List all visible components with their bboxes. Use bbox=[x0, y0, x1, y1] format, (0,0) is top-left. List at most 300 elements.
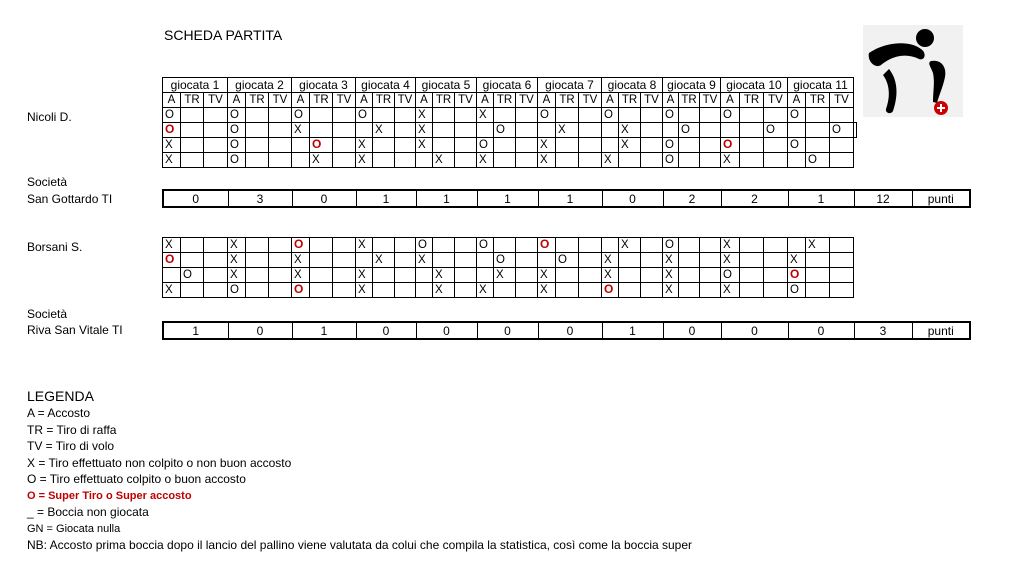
shot-cell bbox=[246, 238, 269, 253]
shot-cell bbox=[641, 253, 663, 268]
legend-blank-item: _ = Boccia non giocata bbox=[27, 505, 149, 519]
shot-cell bbox=[641, 138, 663, 153]
shot-cell bbox=[764, 268, 788, 283]
shot-type-header: TR bbox=[740, 93, 764, 108]
shot-cell bbox=[700, 238, 721, 253]
shot-cell bbox=[788, 253, 806, 268]
shot-cell bbox=[602, 238, 619, 253]
miss-mark: X bbox=[665, 268, 673, 281]
shot-type-header: A bbox=[721, 93, 740, 108]
boccia-row bbox=[163, 123, 857, 138]
miss-mark: X bbox=[358, 238, 366, 251]
shot-cell bbox=[292, 138, 310, 153]
miss-mark: X bbox=[165, 238, 173, 251]
shot-cell bbox=[163, 123, 181, 138]
shot-cell bbox=[788, 138, 806, 153]
hit-mark: O bbox=[496, 123, 505, 136]
shot-cell bbox=[764, 238, 788, 253]
hit-mark: O bbox=[479, 138, 488, 151]
shot-cell bbox=[663, 238, 679, 253]
hit-mark: O bbox=[723, 268, 732, 281]
shot-cell bbox=[292, 283, 310, 298]
shot-cell bbox=[740, 108, 764, 123]
shot-cell bbox=[602, 153, 619, 168]
miss-mark: X bbox=[665, 253, 673, 266]
shot-cell bbox=[292, 153, 310, 168]
shot-cell bbox=[700, 138, 721, 153]
shot-type-header: TR bbox=[181, 93, 204, 108]
shot-cell bbox=[292, 123, 310, 138]
miss-mark: X bbox=[165, 283, 173, 296]
miss-mark: X bbox=[418, 138, 426, 151]
shot-type-header: TV bbox=[333, 93, 356, 108]
shot-cell bbox=[641, 123, 663, 138]
shot-cell bbox=[246, 138, 269, 153]
shot-cell bbox=[663, 268, 679, 283]
society-name-1: San Gottardo TI bbox=[27, 192, 113, 206]
shot-type-header: A bbox=[663, 93, 679, 108]
shot-cell bbox=[246, 123, 269, 138]
shot-cell bbox=[455, 253, 477, 268]
shot-cell bbox=[181, 238, 204, 253]
shot-cell bbox=[679, 283, 700, 298]
shot-cell bbox=[700, 268, 721, 283]
shot-cell bbox=[700, 283, 721, 298]
player-name-2: Borsani S. bbox=[27, 240, 83, 254]
shot-cell bbox=[204, 138, 228, 153]
shot-cell bbox=[433, 108, 455, 123]
shot-cell bbox=[494, 138, 516, 153]
shot-cell bbox=[433, 283, 455, 298]
shot-cell bbox=[455, 238, 477, 253]
shot-cell bbox=[416, 253, 433, 268]
shot-cell bbox=[806, 123, 830, 138]
hit-mark: O bbox=[665, 108, 674, 121]
shot-cell bbox=[416, 138, 433, 153]
shot-cell bbox=[830, 108, 854, 123]
shot-cell bbox=[356, 268, 373, 283]
shot-type-header: TR bbox=[433, 93, 455, 108]
shot-cell bbox=[788, 123, 806, 138]
shot-cell bbox=[494, 268, 516, 283]
shot-cell bbox=[516, 268, 538, 283]
shot-type-header: A bbox=[788, 93, 806, 108]
miss-mark: X bbox=[435, 268, 443, 281]
shot-cell bbox=[269, 283, 292, 298]
miss-mark: X bbox=[435, 283, 443, 296]
shot-cell bbox=[269, 138, 292, 153]
shot-cell bbox=[579, 108, 602, 123]
super-mark: O bbox=[790, 267, 800, 281]
player-name-1: Nicoli D. bbox=[27, 110, 72, 124]
shot-cell bbox=[310, 253, 333, 268]
shot-cell bbox=[356, 153, 373, 168]
shot-cell bbox=[356, 283, 373, 298]
shot-cell bbox=[663, 153, 679, 168]
shot-cell bbox=[373, 138, 395, 153]
shot-cell bbox=[854, 123, 857, 138]
shot-cell bbox=[310, 153, 333, 168]
hit-mark: O bbox=[681, 123, 690, 136]
shot-cell bbox=[269, 153, 292, 168]
shot-cell bbox=[806, 253, 830, 268]
shot-cell bbox=[556, 123, 579, 138]
miss-mark: X bbox=[540, 283, 548, 296]
miss-mark: X bbox=[604, 268, 612, 281]
giocata-score-cell: 1 bbox=[477, 190, 538, 207]
shot-cell bbox=[416, 123, 433, 138]
shot-type-header: TV bbox=[455, 93, 477, 108]
shot-cell bbox=[788, 238, 806, 253]
shot-cell bbox=[679, 123, 700, 138]
shot-cell bbox=[433, 253, 455, 268]
shot-cell bbox=[494, 108, 516, 123]
shot-cell bbox=[333, 268, 356, 283]
points-label: punti bbox=[912, 190, 970, 207]
shot-cell bbox=[700, 253, 721, 268]
shot-cell bbox=[373, 153, 395, 168]
shot-cell bbox=[269, 268, 292, 283]
shot-cell bbox=[477, 123, 494, 138]
shot-cell bbox=[830, 238, 854, 253]
super-mark: O bbox=[294, 282, 304, 296]
hit-mark: O bbox=[832, 123, 841, 136]
super-mark: O bbox=[165, 122, 175, 136]
shot-cell bbox=[764, 138, 788, 153]
giocata-score-cell: 1 bbox=[163, 322, 228, 339]
page-title: SCHEDA PARTITA bbox=[164, 27, 283, 43]
shot-cell bbox=[246, 253, 269, 268]
shot-cell bbox=[433, 138, 455, 153]
shot-cell bbox=[602, 268, 619, 283]
shot-cell bbox=[204, 123, 228, 138]
shot-cell bbox=[721, 153, 740, 168]
giocata-score-cell: 0 bbox=[538, 322, 602, 339]
shot-cell bbox=[788, 108, 806, 123]
shot-type-header: TR bbox=[806, 93, 830, 108]
miss-mark: X bbox=[358, 268, 366, 281]
shot-cell bbox=[204, 238, 228, 253]
hit-mark: O bbox=[665, 238, 674, 251]
giocata-score-cell: 0 bbox=[663, 322, 721, 339]
shot-cell bbox=[516, 108, 538, 123]
total-score-cell: 3 bbox=[854, 322, 912, 339]
shot-type-header: TV bbox=[579, 93, 602, 108]
shot-type-header: TV bbox=[764, 93, 788, 108]
shot-cell bbox=[516, 123, 538, 138]
shot-cell bbox=[516, 238, 538, 253]
shot-cell bbox=[333, 108, 356, 123]
hit-mark: O bbox=[790, 138, 799, 151]
shot-cell bbox=[356, 238, 373, 253]
shot-type-header: TV bbox=[204, 93, 228, 108]
shot-cell bbox=[204, 153, 228, 168]
giocata-score-cell: 1 bbox=[788, 190, 854, 207]
shot-cell bbox=[679, 138, 700, 153]
points-label: punti bbox=[912, 322, 970, 339]
shot-cell bbox=[806, 153, 830, 168]
shot-cell bbox=[163, 283, 181, 298]
shot-cell bbox=[663, 253, 679, 268]
shot-cell bbox=[806, 283, 830, 298]
miss-mark: X bbox=[230, 268, 238, 281]
shot-cell bbox=[228, 108, 246, 123]
shot-cell bbox=[556, 283, 579, 298]
giocata-score-cell: 0 bbox=[721, 322, 788, 339]
super-mark: O bbox=[312, 137, 322, 151]
shot-cell bbox=[181, 253, 204, 268]
shot-cell bbox=[579, 123, 602, 138]
giocata-score-cell: 0 bbox=[228, 322, 292, 339]
shot-cell bbox=[740, 253, 764, 268]
shot-cell bbox=[228, 253, 246, 268]
shot-cell bbox=[679, 108, 700, 123]
shot-cell bbox=[806, 268, 830, 283]
shot-type-header: A bbox=[416, 93, 433, 108]
legend bbox=[27, 388, 692, 554]
shot-cell bbox=[333, 138, 356, 153]
miss-mark: X bbox=[723, 238, 731, 251]
shot-cell bbox=[228, 138, 246, 153]
shot-cell bbox=[830, 153, 854, 168]
shot-cell bbox=[788, 283, 806, 298]
shot-cell bbox=[373, 123, 395, 138]
shot-cell bbox=[292, 238, 310, 253]
hit-mark: O bbox=[496, 253, 505, 266]
legend-gn-item: GN = Giocata nulla bbox=[27, 522, 121, 535]
shot-cell bbox=[395, 268, 416, 283]
shot-cell bbox=[721, 238, 740, 253]
shot-cell bbox=[356, 138, 373, 153]
miss-mark: X bbox=[723, 283, 731, 296]
miss-mark: X bbox=[435, 153, 443, 166]
shot-cell bbox=[579, 138, 602, 153]
hit-mark: O bbox=[665, 138, 674, 151]
score-row-player-1 bbox=[162, 189, 971, 208]
miss-mark: X bbox=[418, 108, 426, 121]
shot-cell bbox=[292, 253, 310, 268]
super-mark: O bbox=[165, 252, 175, 266]
shot-cell bbox=[163, 253, 181, 268]
shot-cell bbox=[269, 108, 292, 123]
shot-cell bbox=[228, 238, 246, 253]
shot-cell bbox=[619, 123, 641, 138]
shot-cell bbox=[455, 108, 477, 123]
hit-mark: O bbox=[230, 153, 239, 166]
shot-cell bbox=[806, 108, 830, 123]
giocata-header: giocata 4 bbox=[356, 78, 416, 93]
shot-cell bbox=[416, 108, 433, 123]
miss-mark: X bbox=[479, 153, 487, 166]
shot-cell bbox=[356, 108, 373, 123]
shot-cell bbox=[579, 238, 602, 253]
stats-grid-player-1 bbox=[162, 77, 857, 168]
miss-mark: X bbox=[230, 253, 238, 266]
hit-mark: O bbox=[183, 268, 192, 281]
giocata-header: giocata 10 bbox=[721, 78, 788, 93]
shot-cell bbox=[806, 138, 830, 153]
shot-cell bbox=[433, 153, 455, 168]
shot-cell bbox=[806, 238, 830, 253]
shot-cell bbox=[494, 123, 516, 138]
shot-type-header: TR bbox=[556, 93, 579, 108]
giocata-score-cell: 1 bbox=[416, 190, 477, 207]
shot-cell bbox=[663, 138, 679, 153]
society-label-1: Società bbox=[27, 175, 68, 189]
shot-cell bbox=[764, 108, 788, 123]
shot-cell bbox=[333, 153, 356, 168]
shot-cell bbox=[721, 108, 740, 123]
shot-cell bbox=[764, 283, 788, 298]
hit-mark: O bbox=[790, 108, 799, 121]
super-mark: O bbox=[723, 137, 733, 151]
shot-type-header: TV bbox=[830, 93, 854, 108]
shot-cell bbox=[228, 153, 246, 168]
shot-cell bbox=[663, 283, 679, 298]
shot-cell bbox=[477, 283, 494, 298]
shot-cell bbox=[204, 253, 228, 268]
stats-grid-player-2 bbox=[162, 237, 854, 298]
shot-cell bbox=[788, 268, 806, 283]
shot-cell bbox=[619, 283, 641, 298]
shot-cell bbox=[830, 123, 854, 138]
legend-title: LEGENDA bbox=[27, 388, 94, 404]
boccia-row bbox=[163, 108, 857, 123]
shot-cell bbox=[556, 108, 579, 123]
giocata-header: giocata 3 bbox=[292, 78, 356, 93]
giocata-score-cell: 1 bbox=[292, 322, 356, 339]
shot-cell bbox=[433, 123, 455, 138]
shot-cell bbox=[788, 153, 806, 168]
shot-type-header: TR bbox=[494, 93, 516, 108]
shot-cell bbox=[830, 138, 854, 153]
shot-cell bbox=[395, 123, 416, 138]
shot-cell bbox=[721, 268, 740, 283]
giocata-header: giocata 2 bbox=[228, 78, 292, 93]
society-name-2: Riva San Vitale TI bbox=[27, 323, 123, 337]
super-mark: O bbox=[540, 237, 550, 251]
giocata-score-cell: 1 bbox=[356, 190, 416, 207]
shot-cell bbox=[163, 153, 181, 168]
shot-cell bbox=[455, 283, 477, 298]
giocata-score-cell: 1 bbox=[538, 190, 602, 207]
shot-cell bbox=[619, 253, 641, 268]
shot-cell bbox=[181, 108, 204, 123]
shot-cell bbox=[310, 268, 333, 283]
miss-mark: X bbox=[808, 238, 816, 251]
shot-type-header: TV bbox=[700, 93, 721, 108]
miss-mark: X bbox=[540, 153, 548, 166]
shot-cell bbox=[556, 138, 579, 153]
shot-cell bbox=[163, 238, 181, 253]
shot-cell bbox=[494, 283, 516, 298]
shot-cell bbox=[310, 123, 333, 138]
shot-cell bbox=[538, 123, 556, 138]
shot-cell bbox=[333, 123, 356, 138]
giocata-score-cell: 0 bbox=[602, 190, 663, 207]
shot-cell bbox=[204, 268, 228, 283]
boccia-row bbox=[163, 238, 854, 253]
shot-cell bbox=[641, 268, 663, 283]
giocata-score-cell: 2 bbox=[721, 190, 788, 207]
shot-cell bbox=[641, 153, 663, 168]
boccia-row bbox=[163, 268, 854, 283]
shot-cell bbox=[395, 153, 416, 168]
shot-cell bbox=[579, 253, 602, 268]
miss-mark: X bbox=[621, 123, 629, 136]
hit-mark: O bbox=[230, 123, 239, 136]
shot-type-header: TR bbox=[373, 93, 395, 108]
miss-mark: X bbox=[621, 138, 629, 151]
shot-cell bbox=[373, 283, 395, 298]
hit-mark: O bbox=[358, 108, 367, 121]
miss-mark: X bbox=[294, 123, 302, 136]
shot-cell bbox=[269, 123, 292, 138]
shot-type-header: TV bbox=[269, 93, 292, 108]
giocata-score-cell: 0 bbox=[292, 190, 356, 207]
hit-mark: O bbox=[294, 108, 303, 121]
giocate-header-row bbox=[163, 78, 857, 93]
shot-cell bbox=[333, 238, 356, 253]
shot-cell bbox=[700, 108, 721, 123]
legend-item: TR = Tiro di raffa bbox=[27, 422, 117, 437]
shot-cell bbox=[764, 153, 788, 168]
shot-cell bbox=[373, 238, 395, 253]
shot-cell bbox=[679, 253, 700, 268]
shot-cell bbox=[181, 153, 204, 168]
giocata-score-cell: 3 bbox=[228, 190, 292, 207]
hit-mark: O bbox=[790, 283, 799, 296]
legend-item: TV = Tiro di volo bbox=[27, 439, 115, 453]
giocata-score-cell: 0 bbox=[356, 322, 416, 339]
shot-cell bbox=[181, 268, 204, 283]
shot-cell bbox=[246, 268, 269, 283]
hit-mark: O bbox=[230, 283, 239, 296]
shot-type-header: A bbox=[292, 93, 310, 108]
shot-cell bbox=[619, 238, 641, 253]
miss-mark: X bbox=[604, 153, 612, 166]
shot-cell bbox=[516, 253, 538, 268]
shot-cell bbox=[455, 153, 477, 168]
shot-cell bbox=[433, 268, 455, 283]
shot-cell bbox=[700, 123, 721, 138]
shot-type-header: A bbox=[356, 93, 373, 108]
hit-mark: O bbox=[808, 153, 817, 166]
shot-cell bbox=[556, 153, 579, 168]
shot-cell bbox=[830, 253, 854, 268]
shot-cell bbox=[556, 268, 579, 283]
shot-cell bbox=[269, 253, 292, 268]
shot-cell bbox=[619, 268, 641, 283]
shot-cell bbox=[356, 253, 373, 268]
shot-cell bbox=[721, 123, 740, 138]
miss-mark: X bbox=[479, 283, 487, 296]
shot-cell bbox=[477, 108, 494, 123]
shot-cell bbox=[228, 283, 246, 298]
shot-cell bbox=[740, 283, 764, 298]
shot-cell bbox=[395, 108, 416, 123]
shot-cell bbox=[373, 108, 395, 123]
hit-mark: O bbox=[230, 108, 239, 121]
shot-cell bbox=[764, 123, 788, 138]
shot-cell bbox=[204, 108, 228, 123]
shot-cell bbox=[679, 153, 700, 168]
shot-cell bbox=[516, 138, 538, 153]
shot-cell bbox=[602, 253, 619, 268]
shot-type-header: TR bbox=[619, 93, 641, 108]
legend-item: O = Tiro effettuato colpito o buon accosto bbox=[27, 472, 246, 486]
miss-mark: X bbox=[540, 138, 548, 151]
